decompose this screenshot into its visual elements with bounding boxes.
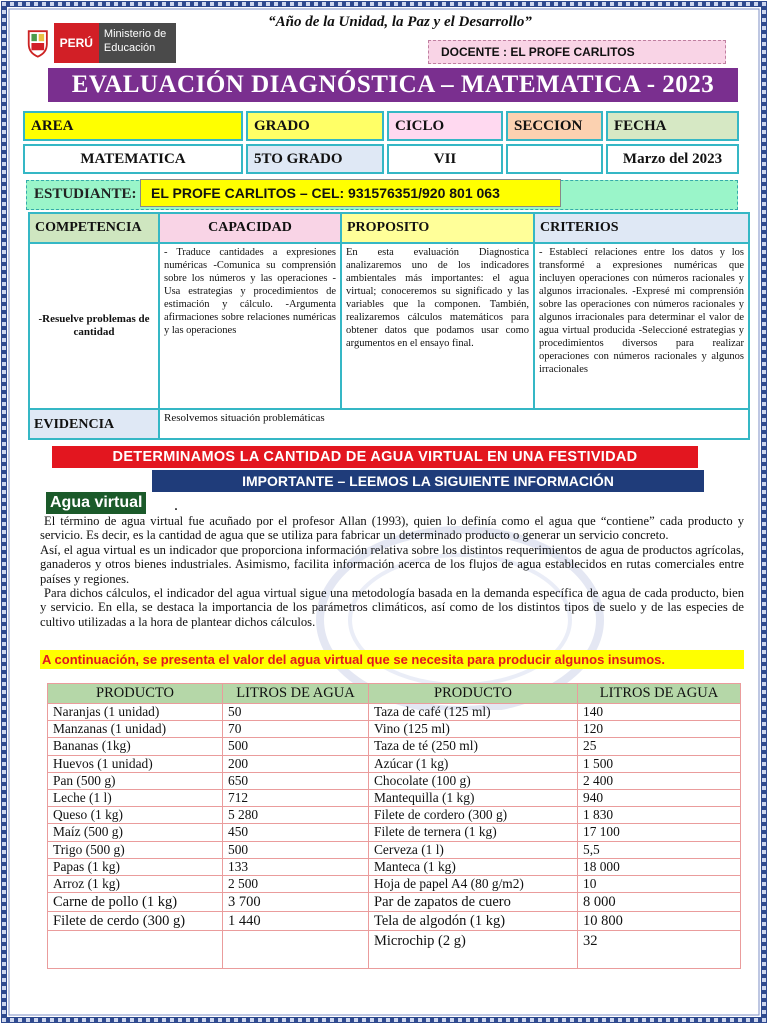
water-table-header (48, 684, 741, 704)
teacher-label: DOCENTE : EL PROFE CARLITOS (428, 40, 726, 64)
table-row (48, 875, 741, 892)
article-paragraph: Para dichos cálculos, el indicador del agua virtual sigue una metodología basada en la demanda específica de agua de cada producto, bien y servicio. En ella, se destaca la importancia de los parámetros climáticos, así como de los distintos tipos de suelo y de las especies de cultivo utilizadas a la hora de plantear dichos cálculos. (40, 586, 744, 629)
product-cell: Manteca (1 kg) (369, 858, 578, 875)
liters-cell: 1 440 (223, 912, 369, 931)
header-ciclo: CICLO (387, 111, 503, 141)
article-body (40, 514, 744, 629)
table-row (48, 858, 741, 875)
product-cell: Taza de café (125 ml) (369, 704, 578, 721)
liters-cell: 10 800 (578, 912, 741, 931)
liters-cell: 940 (578, 789, 741, 806)
header-proposito: PROPOSITO (341, 213, 534, 243)
value-fecha: Marzo del 2023 (606, 144, 739, 174)
liters-cell: 712 (223, 789, 369, 806)
product-cell: Filete de cerdo (300 g) (48, 912, 223, 931)
product-cell: Cerveza (1 l) (369, 841, 578, 858)
product-cell: Queso (1 kg) (48, 807, 223, 824)
header-grado: GRADO (246, 111, 384, 141)
column-header: PRODUCTO (369, 684, 578, 704)
product-cell: Maíz (500 g) (48, 824, 223, 841)
value-area: MATEMATICA (23, 144, 243, 174)
article-title-suffix: . (174, 497, 178, 514)
header-area: AREA (23, 111, 243, 141)
product-cell: Arroz (1 kg) (48, 875, 223, 892)
product-cell: Pan (500 g) (48, 772, 223, 789)
competency-content-row (29, 243, 749, 409)
product-cell: Vino (125 ml) (369, 721, 578, 738)
liters-cell: 1 830 (578, 807, 741, 824)
liters-cell: 32 (578, 931, 741, 969)
header-capacidad: CAPACIDAD (159, 213, 341, 243)
info-header-row (23, 111, 739, 141)
table-row (48, 931, 741, 969)
liters-cell (223, 931, 369, 969)
proposito-text: En esta evaluación Diagnostica analizaremos uno de los indicadores ambientales más importantes: el agua virtual; conoceremos su significado y las variables que la componen. También, realizaremos cálculos matemáticos para obtener datos que podamos usar como argumentos en el ensayo final. (341, 243, 534, 409)
value-seccion (506, 144, 603, 174)
product-cell: Hoja de papel A4 (80 g/m2) (369, 875, 578, 892)
criterios-text: - Establecí relaciones entre los datos y los transformé a expresiones numéricas que incluyen operaciones con números racionales y algunos irracionales. -Expresé mi comprensión sobre las operaciones con números racionales y algunos irracionales para determinar el valor de agua virtual producida -Seleccioné estrategias y procedimientos diversos para realizar operaciones con números racionales y algunos irracionales (534, 243, 749, 409)
info-table (20, 108, 742, 177)
table-row (48, 755, 741, 772)
liters-cell: 17 100 (578, 824, 741, 841)
product-cell: Huevos (1 unidad) (48, 755, 223, 772)
product-cell: Papas (1 kg) (48, 858, 223, 875)
product-cell: Trigo (500 g) (48, 841, 223, 858)
product-cell: Azúcar (1 kg) (369, 755, 578, 772)
table-row (48, 893, 741, 912)
capacidad-text: - Traduce cantidades a expresiones numéricas -Comunica su comprensión sobre los números y las operaciones -Usa estrategias y procedimientos de estimación y cálculo. -Argumenta afirmaciones sobre relaciones numéricas y las operaciones (159, 243, 341, 409)
product-cell: Tela de algodón (1 kg) (369, 912, 578, 931)
page-title: EVALUACIÓN DIAGNÓSTICA – MATEMATICA - 2023 (48, 68, 738, 102)
table-row (48, 772, 741, 789)
liters-cell: 5,5 (578, 841, 741, 858)
coat-of-arms-icon (26, 26, 50, 60)
evidence-label: EVIDENCIA (29, 409, 159, 439)
liters-cell: 70 (223, 721, 369, 738)
value-grado: 5TO GRADO (246, 144, 384, 174)
header-criterios: CRITERIOS (534, 213, 749, 243)
competency-table (28, 212, 750, 440)
liters-cell: 2 500 (223, 875, 369, 892)
liters-cell: 10 (578, 875, 741, 892)
product-cell: Manzanas (1 unidad) (48, 721, 223, 738)
header-seccion: SECCION (506, 111, 603, 141)
year-motto: “Año de la Unidad, la Paz y el Desarrollo” (268, 14, 532, 30)
product-cell: Mantequilla (1 kg) (369, 789, 578, 806)
table-row (48, 807, 741, 824)
liters-cell: 18 000 (578, 858, 741, 875)
liters-cell: 450 (223, 824, 369, 841)
table-row (48, 721, 741, 738)
product-cell (48, 931, 223, 969)
product-cell: Filete de ternera (1 kg) (369, 824, 578, 841)
evidence-text: Resolvemos situación problemáticas (159, 409, 749, 439)
table-row (48, 912, 741, 931)
liters-cell: 500 (223, 841, 369, 858)
water-table-body (48, 704, 741, 969)
table-row (48, 738, 741, 755)
sub-banner: IMPORTANTE – LEEMOS LA SIGUIENTE INFORMACIÓN (152, 470, 704, 492)
liters-cell: 1 500 (578, 755, 741, 772)
column-header: LITROS DE AGUA (223, 684, 369, 704)
student-name: EL PROFE CARLITOS – CEL: 931576351/920 801 063 (140, 179, 561, 207)
product-cell: Filete de cordero (300 g) (369, 807, 578, 824)
product-cell: Leche (1 l) (48, 789, 223, 806)
liters-cell: 200 (223, 755, 369, 772)
header-competencia: COMPETENCIA (29, 213, 159, 243)
article-paragraph: Así, el agua virtual es un indicador que proporciona información relativa sobre los distintos requerimientos de agua de productos agrícolas, ganaderos y otros bienes industriales. Asimismo, facilita información acerca de los flujos de agua establecidos en rutas comerciales entre países y regiones. (40, 542, 744, 586)
product-cell: Naranjas (1 unidad) (48, 704, 223, 721)
liters-cell: 8 000 (578, 893, 741, 912)
product-cell: Bananas (1kg) (48, 738, 223, 755)
article-title: Agua virtual (46, 492, 146, 514)
evidence-row (29, 409, 749, 439)
table-row (48, 789, 741, 806)
value-ciclo: VII (387, 144, 503, 174)
table-row (48, 704, 741, 721)
product-cell: Chocolate (100 g) (369, 772, 578, 789)
highlight-text: A continuación, se presenta el valor del agua virtual que se necesita para producir algunos insumos. (40, 650, 744, 669)
liters-cell: 5 280 (223, 807, 369, 824)
liters-cell: 120 (578, 721, 741, 738)
water-table (47, 683, 741, 969)
column-header: PRODUCTO (48, 684, 223, 704)
product-cell: Taza de té (250 ml) (369, 738, 578, 755)
logo-country: PERÚ (54, 23, 99, 63)
article-paragraph: El término de agua virtual fue acuñado por el profesor Allan (1993), quien lo definía como el agua que “contiene” cada producto y servicio. Es decir, es la cantidad de agua que se utiliza para fabricar un determinado producto o generar un servicio concreto. (40, 514, 744, 543)
liters-cell: 3 700 (223, 893, 369, 912)
product-cell: Carne de pollo (1 kg) (48, 893, 223, 912)
table-row (48, 841, 741, 858)
student-label: ESTUDIANTE: (34, 186, 137, 202)
competencia-text: -Resuelve problemas de cantidad (29, 243, 159, 409)
liters-cell: 133 (223, 858, 369, 875)
product-cell: Microchip (2 g) (369, 931, 578, 969)
liters-cell: 25 (578, 738, 741, 755)
info-value-row (23, 144, 739, 174)
main-banner: DETERMINAMOS LA CANTIDAD DE AGUA VIRTUAL EN UNA FESTIVIDAD (52, 446, 698, 468)
competency-header-row (29, 213, 749, 243)
liters-cell: 2 400 (578, 772, 741, 789)
ministry-logo (26, 20, 176, 66)
liters-cell: 50 (223, 704, 369, 721)
column-header: LITROS DE AGUA (578, 684, 741, 704)
product-cell: Par de zapatos de cuero (369, 893, 578, 912)
logo-ministry: Ministerio de Educación (99, 23, 176, 63)
table-row (48, 824, 741, 841)
header-fecha: FECHA (606, 111, 739, 141)
liters-cell: 650 (223, 772, 369, 789)
liters-cell: 140 (578, 704, 741, 721)
liters-cell: 500 (223, 738, 369, 755)
